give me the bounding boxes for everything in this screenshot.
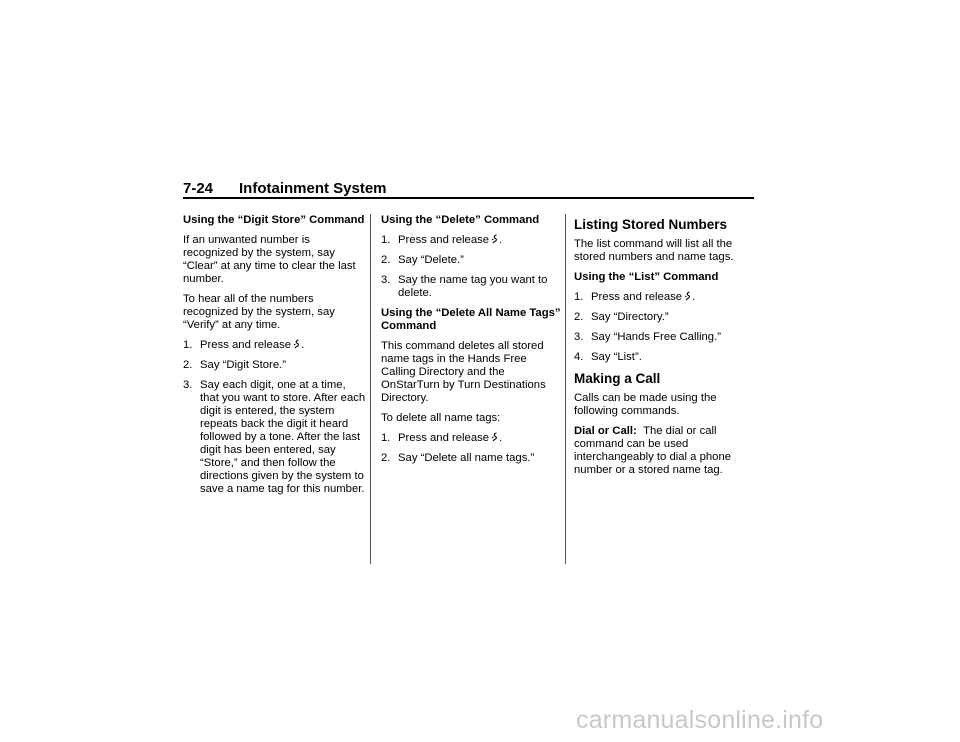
push-to-talk-icon bbox=[684, 291, 692, 301]
paragraph: This command deletes all stored name tags in the Hands Free Calling Directory and the OnStarTurn by Turn Destinations Directory. bbox=[381, 340, 546, 404]
subheading-delete-all: Using the “Delete All Name Tags” Command bbox=[381, 307, 561, 332]
list-item: 2. Say “Digit Store.” bbox=[183, 359, 287, 371]
column-1 bbox=[183, 214, 367, 503]
push-to-talk-icon bbox=[491, 234, 499, 244]
list-item: 2. Say “Delete.” bbox=[381, 254, 464, 266]
dial-call-text: The dial or call command can be used interchangeably to dial a phone number or a stored name tag. bbox=[574, 425, 732, 476]
subheading-delete: Using the “Delete” Command bbox=[381, 214, 540, 226]
column-divider bbox=[565, 214, 566, 564]
list-item: 4. Say “List”. bbox=[574, 351, 642, 363]
paragraph bbox=[574, 425, 754, 477]
push-to-talk-icon bbox=[293, 339, 301, 349]
list-item: 1. Press and release . bbox=[381, 234, 503, 246]
section-heading-listing: Listing Stored Numbers bbox=[574, 217, 728, 232]
watermark: carmanualsonline.info bbox=[576, 706, 824, 734]
section-heading-making-call: Making a Call bbox=[574, 371, 661, 386]
push-to-talk-icon bbox=[491, 432, 499, 442]
column-2 bbox=[381, 214, 561, 472]
paragraph: If an unwanted number is recognized by the system, say “Clear” at any time to clear the last number. bbox=[183, 234, 356, 285]
list-item: 3. Say the name tag you want to delete. bbox=[381, 274, 548, 299]
section-title: Infotainment System bbox=[239, 180, 387, 197]
paragraph: To hear all of the numbers recognized by the system, say “Verify” at any time. bbox=[183, 293, 335, 331]
list-item: 1. Press and release . bbox=[183, 339, 305, 351]
list-item: 1. Press and release . bbox=[381, 432, 503, 444]
list-item: 2. Say “Directory.” bbox=[574, 311, 669, 323]
list-item: 3. Say each digit, one at a time, that you want to store. After each digit is entered, the system repeats back the digit it heard followed by a tone. After the last digit has been entered, say “Store,” and then follow the directions given by the system to save a name tag for this number. bbox=[183, 379, 366, 495]
subheading-digit-store: Using the “Digit Store” Command bbox=[183, 214, 365, 226]
dial-call-label: Dial or Call: bbox=[574, 425, 637, 437]
paragraph: To delete all name tags: bbox=[381, 412, 501, 424]
list-item: 2. Say “Delete all name tags.” bbox=[381, 452, 535, 464]
column-3 bbox=[574, 214, 754, 484]
paragraph: Calls can be made using the following commands. bbox=[574, 392, 717, 417]
list-item: 3. Say “Hands Free Calling.” bbox=[574, 331, 721, 343]
list-item: 1. Press and release . bbox=[574, 291, 696, 303]
header-rule bbox=[183, 197, 754, 199]
subheading-list: Using the “List” Command bbox=[574, 271, 719, 283]
page-header bbox=[183, 180, 754, 198]
paragraph: The list command will list all the stored numbers and name tags. bbox=[574, 238, 734, 263]
column-divider bbox=[370, 214, 371, 564]
page-number: 7-24 bbox=[183, 180, 214, 197]
